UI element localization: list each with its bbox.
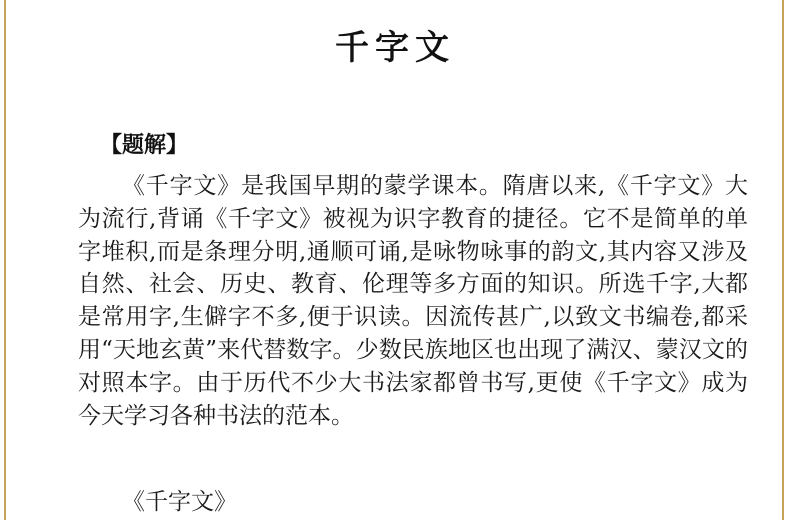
page-title: 千字文	[335, 28, 455, 68]
next-paragraph: 《千字文》	[122, 489, 237, 515]
section-heading: 【题解】	[100, 133, 189, 158]
body-paragraph: 《千字文》是我国早期的蒙学课本。隋唐以来,《千字文》大为流行,背诵《千字文》被视为识字教育的捷径。它不是简单的单字堆积,而是条理分明,通顺可诵,是咏物咏事的韵文,其内容又涉及自然、社会、历史、教育、伦理等多方面的知识。所选千字,大都是常用字,生僻字不多,便于识读。因流传甚广,以致文书编卷,都采用“天地玄黄”来代替数字。少数民族地区也出现了满汉、蒙汉文的对照本字。由于历代不少大书法家都曾书写,更使《千字文》成为今天学习各种书法的范本。	[78, 173, 748, 429]
